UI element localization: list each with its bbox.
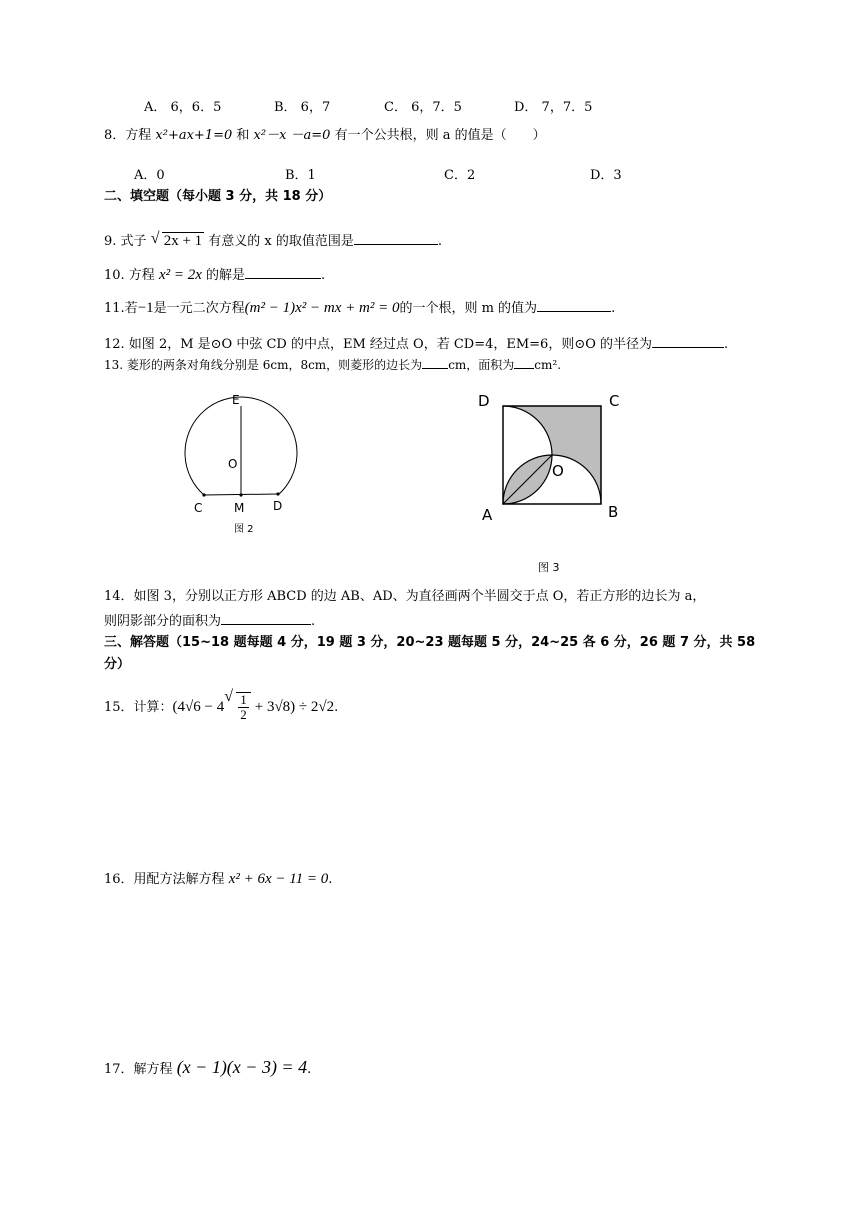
q11-suffix: 的一个根，则 m 的值为 xyxy=(399,301,538,316)
question-12 xyxy=(104,335,728,351)
q7-option-c: C． 6，7．5 xyxy=(384,100,462,115)
section-3-heading-line-2: 分） xyxy=(104,657,131,672)
fig3-label-o: O xyxy=(552,462,564,480)
q7-option-b: B． 6，7 xyxy=(274,100,331,115)
fig2-label-e: E xyxy=(232,393,240,407)
q13-blank-side xyxy=(422,356,448,369)
figure-3-square-diagram xyxy=(470,386,630,526)
q9-sqrt xyxy=(151,234,204,249)
q15-sqrt-frac xyxy=(224,692,251,723)
q13-text2: cm，面积为 xyxy=(448,358,515,372)
q17-eq: (x − 1)(x − 3) = 4 xyxy=(176,1057,308,1077)
q7-option-a: A． 6，6．5 xyxy=(144,100,222,115)
question-14-line-2 xyxy=(104,612,315,628)
fig2-point-m xyxy=(239,493,242,496)
fig3-label-a: A xyxy=(482,506,493,524)
q9-end: . xyxy=(437,234,443,249)
q13-text1: 13. 菱形的两条对角线分别是 6cm，8cm，则菱形的边长为 xyxy=(104,358,423,372)
q8-option-a: A．0 xyxy=(134,168,165,183)
q10-blank xyxy=(245,266,321,279)
question-14-line-1: 14．如图 3，分别以正方形 ABCD 的边 AB、AD、为直径画两个半圆交于点 O，若正方形的边长为 a， xyxy=(104,589,706,604)
q9-suffix: 有意义的 x 的取值范围是 xyxy=(208,234,354,249)
q17-prefix: 17．解方程 xyxy=(104,1062,173,1077)
q15-expr-b: + 3√8) ÷ 2√2 xyxy=(254,698,335,715)
q15-frac-num: √ 1 xyxy=(240,692,247,707)
q12-end: . xyxy=(724,337,729,352)
q9-prefix: 9. 式子 xyxy=(104,234,147,249)
question-11 xyxy=(104,299,615,316)
q11-blank xyxy=(537,299,611,312)
fig3-label-b: B xyxy=(608,503,619,521)
q17-end: . xyxy=(307,1062,312,1077)
question-16 xyxy=(104,872,332,887)
q10-prefix: 10. 方程 xyxy=(104,268,155,283)
q14-blank xyxy=(221,612,311,625)
fig2-label-c: C xyxy=(194,501,203,515)
question-8 xyxy=(104,129,546,142)
q11-end: . xyxy=(611,301,616,316)
q15-end: . xyxy=(334,699,339,715)
question-17 xyxy=(104,1058,311,1076)
q8-mid: 和 xyxy=(232,128,254,143)
q8-option-d: D．3 xyxy=(590,168,622,183)
question-9 xyxy=(104,232,442,249)
q15-prefix: 15．计算： xyxy=(104,699,173,715)
q13-blank-area xyxy=(514,356,534,369)
fig2-label-o: O xyxy=(228,457,238,471)
q9-blank xyxy=(354,232,438,245)
q16-eq: x² + 6x − 11 = 0 xyxy=(228,871,329,887)
fig2-label-m: M xyxy=(234,501,245,515)
q16-prefix: 16．用配方法解方程 xyxy=(104,872,225,887)
fig3-label-c: C xyxy=(609,392,620,410)
question-15 xyxy=(104,692,338,723)
q9-radicand: 2x + 1 xyxy=(163,233,203,249)
q15-frac xyxy=(238,693,249,723)
q8-prefix: 8．方程 xyxy=(104,128,156,143)
q7-option-d: D． 7，7．5 xyxy=(514,100,593,115)
section-3-heading-line-1: 三、解答题（15~18 题每题 4 分，19 题 3 分，20~23 题每题 5 分，24~25 各 6 分，26 题 7 分，共 58 xyxy=(104,635,756,650)
q11-eq: (m² − 1)x² − mx + m² = 0 xyxy=(244,300,400,316)
q14-end: . xyxy=(311,614,316,629)
q15-expr-a: (4√6 − 4 xyxy=(172,698,225,715)
section-2-heading: 二、填空题（每小题 3 分，共 18 分） xyxy=(104,189,332,204)
q10-suffix: 的解是 xyxy=(206,268,246,283)
q8-option-b: B．1 xyxy=(285,168,316,183)
fig2-caption: 图 2 xyxy=(234,524,254,535)
fig3-label-d: D xyxy=(478,392,490,410)
q8-suffix: 有一个公共根，则 a 的值是（ ） xyxy=(330,128,546,143)
q8-option-c: C．2 xyxy=(444,168,476,183)
question-10 xyxy=(104,266,325,283)
question-13 xyxy=(104,356,561,371)
q13-text3: cm². xyxy=(534,358,562,372)
q11-mid: 是一元二次方程 xyxy=(153,301,245,316)
q15-frac-den: 2 xyxy=(240,707,247,723)
q10-eq: x² = 2x xyxy=(158,267,202,283)
fig2-point-c xyxy=(202,493,205,496)
q11-prefix: 11.若 xyxy=(104,301,138,316)
q12-text: 12. 如图 2，M 是⊙O 中弦 CD 的中点，EM 经过点 O，若 CD=4，EM=6，则⊙O 的半径为 xyxy=(104,337,653,352)
q8-eq2: x²－x －a=0 xyxy=(253,128,331,143)
q8-eq1: x²+ax+1=0 xyxy=(155,128,233,143)
figure-2-circle-diagram xyxy=(180,388,310,536)
q14-line2-text: 则阴影部分的面积为 xyxy=(104,614,222,629)
fig2-label-d: D xyxy=(273,499,283,513)
q11-root: −1 xyxy=(137,300,154,316)
q10-end: . xyxy=(321,268,326,283)
q16-end: . xyxy=(328,872,333,887)
fig3-caption: 图 3 xyxy=(538,561,560,574)
q12-blank xyxy=(652,335,724,348)
fig2-point-d xyxy=(276,492,279,495)
